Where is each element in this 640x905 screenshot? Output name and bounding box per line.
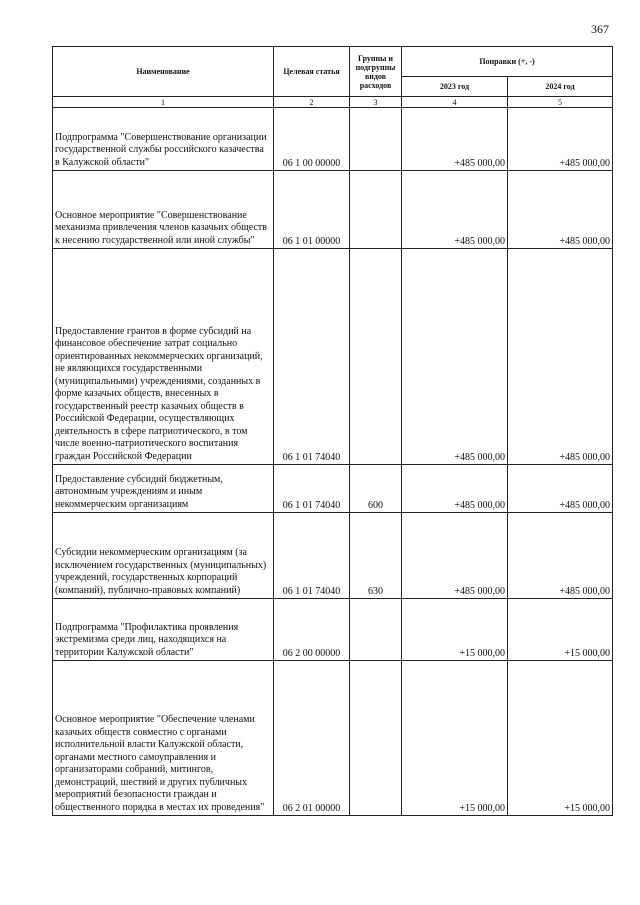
row-target-code: 06 1 01 74040 <box>274 465 350 513</box>
row-name: Предоставление грантов в форме субсидий на финансовое обеспечение затрат социально ориентированных некоммерческих организаций, не являющихся государственными (муниципальными) учреждениями, созданных в форме казачьих обществ, внесенных в государственный реестр казачьих обществ в Российской Федерации, осуществляющих деятельность в сфере патриотического, в том числе военно-патриотического воспитания граждан Российской Федерации <box>53 249 274 465</box>
column-number: 2 <box>274 97 350 108</box>
column-number: 4 <box>402 97 508 108</box>
row-target-code: 06 1 01 00000 <box>274 171 350 249</box>
row-amount-2023: +485 000,00 <box>402 171 508 249</box>
table-row <box>53 249 613 465</box>
table-row <box>53 513 613 599</box>
page-number: 367 <box>591 22 609 36</box>
row-name: Основное мероприятие "Совершенствование механизма привлечения членов казачьих обществ к несению государственной или иной службы" <box>53 171 274 249</box>
row-amount-2023: +485 000,00 <box>402 249 508 465</box>
row-amount-2023: +15 000,00 <box>402 599 508 661</box>
row-target-code: 06 1 01 74040 <box>274 513 350 599</box>
row-expense-group <box>350 661 402 816</box>
table-row <box>53 171 613 249</box>
table-row <box>53 108 613 171</box>
row-name: Подпрограмма "Совершенствование организации государственной службы российского казачества в Калужской области" <box>53 108 274 171</box>
row-amount-2023: +485 000,00 <box>402 108 508 171</box>
row-amount-2024: +485 000,00 <box>508 108 613 171</box>
row-expense-group: 600 <box>350 465 402 513</box>
column-number: 3 <box>350 97 402 108</box>
row-expense-group <box>350 108 402 171</box>
table-row <box>53 599 613 661</box>
budget-table <box>52 46 613 816</box>
row-expense-group: 630 <box>350 513 402 599</box>
row-amount-2024: +15 000,00 <box>508 661 613 816</box>
row-target-code: 06 2 00 00000 <box>274 599 350 661</box>
row-target-code: 06 1 00 00000 <box>274 108 350 171</box>
column-number: 1 <box>53 97 274 108</box>
table-row <box>53 465 613 513</box>
row-amount-2024: +485 000,00 <box>508 465 613 513</box>
row-amount-2024: +485 000,00 <box>508 513 613 599</box>
row-name: Подпрограмма "Профилактика проявления экстремизма среди лиц, находящихся на территории Калужской области" <box>53 599 274 661</box>
header-name: Наименование <box>53 47 274 97</box>
header-expense-group: Группы и подгруппы видов расходов <box>350 47 402 97</box>
row-target-code: 06 2 01 00000 <box>274 661 350 816</box>
row-amount-2024: +485 000,00 <box>508 171 613 249</box>
header-year-2024: 2024 год <box>508 77 613 97</box>
header-year-2023: 2023 год <box>402 77 508 97</box>
column-number: 5 <box>508 97 613 108</box>
row-name: Предоставление субсидий бюджетным, автономным учреждениям и иным некоммерческим организациям <box>53 465 274 513</box>
row-expense-group <box>350 249 402 465</box>
row-amount-2023: +485 000,00 <box>402 465 508 513</box>
row-amount-2024: +485 000,00 <box>508 249 613 465</box>
row-name: Основное мероприятие "Обеспечение членами казачьих обществ совместно с органами исполнительной власти Калужской области, органами местного самоуправления и организаторами собраний, митингов, демонстраций, шествий и других публичных мероприятий безопасности граждан и общественного порядка в местах их проведения" <box>53 661 274 816</box>
row-target-code: 06 1 01 74040 <box>274 249 350 465</box>
row-name: Субсидии некоммерческим организациям (за исключением государственных (муниципальных) учреждений, государственных корпораций (компаний), публично-правовых компаний) <box>53 513 274 599</box>
row-amount-2023: +485 000,00 <box>402 513 508 599</box>
row-expense-group <box>350 599 402 661</box>
table-row <box>53 661 613 816</box>
header-corrections: Поправки (+, -) <box>402 47 613 77</box>
row-expense-group <box>350 171 402 249</box>
row-amount-2024: +15 000,00 <box>508 599 613 661</box>
row-amount-2023: +15 000,00 <box>402 661 508 816</box>
header-target-article: Целевая статья <box>274 47 350 97</box>
